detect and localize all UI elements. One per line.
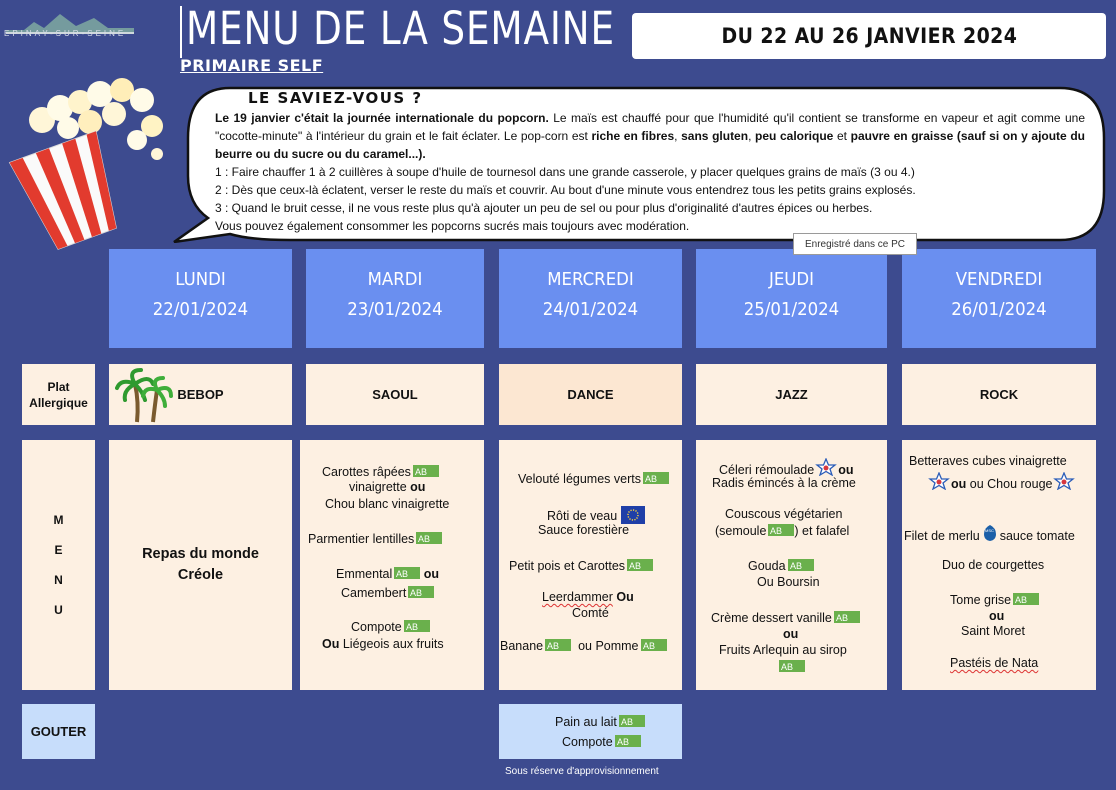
bio-label-icon: [408, 586, 434, 598]
row-label-gouter: GOUTER: [22, 704, 95, 759]
bio-label-icon: [545, 639, 571, 651]
theme-cell-mardi: [306, 364, 484, 425]
menu-item: Leerdammer Ou: [542, 590, 634, 604]
bio-label-icon: [788, 559, 814, 571]
menu-item: Compote AB: [351, 620, 430, 634]
svg-text:AB: AB: [642, 641, 655, 651]
theme-mercredi: DANCE: [567, 387, 614, 402]
row-label-plat-allergique: Plat Allergique: [22, 364, 95, 425]
theme-cell-mercredi: [499, 364, 682, 425]
svg-text:AB: AB: [629, 561, 642, 571]
menu-item: Rôti de veau: [547, 506, 645, 524]
menu-vendredi: [902, 440, 1096, 690]
menu-item: Crème dessert vanille AB: [711, 611, 860, 625]
info-step-2: 2 : Dès que ceux-là éclatent, verser le reste du maïs et couvrir. Au bout d'une minute vous entendrez tous les petits grains explosés.: [215, 183, 916, 197]
menu-item: Filet de merlu MSC sauce tomate: [904, 524, 1075, 543]
menu-item: Petit pois et Carottes AB: [509, 559, 653, 573]
page-title: MENU DE LA SEMAINE: [186, 2, 615, 55]
theme-jeudi: JAZZ: [775, 387, 808, 402]
day-header-lundi: LUNDI 22/01/2024: [109, 249, 292, 348]
menu-item: Chou blanc vinaigrette: [325, 497, 450, 511]
menu-item: Emmental AB ou: [336, 567, 440, 581]
menu-item: ou: [783, 627, 799, 641]
menu-mardi: [300, 440, 484, 690]
date-range: DU 22 AU 26 JANVIER 2024: [721, 24, 1017, 48]
gouter-item: Compote AB: [562, 735, 641, 749]
row-label-menu: M E N U: [22, 440, 95, 690]
info-paragraph: Le 19 janvier c'était la journée internationale du popcorn. Le maïs est chauffé pour que l'humidité qu'il contient se transforme en vapeur et agit comme une "cocotte-minute" à l'intérieur du grain et le fait éclater. Le pop-corn est riche en fibres, sans gluten, peu calorique et pauvre en graisse (sauf si on y ajoute du beurre ou du sucre ou du caramel...).: [215, 111, 1086, 161]
menu-item: ou: [989, 609, 1005, 623]
bio-label-icon: [619, 715, 645, 727]
bio-label-icon: [627, 559, 653, 571]
menu-item: Comté: [572, 606, 609, 620]
menu-item: Sauce forestière: [538, 523, 630, 537]
menu-item: Betteraves cubes vinaigrette: [909, 454, 1067, 468]
menu-item: Banane AB ou Pomme AB: [500, 639, 667, 653]
date-range-box: [632, 13, 1106, 59]
footnote: Sous réserve d'approvisionnement: [505, 766, 659, 777]
menu-item: Saint Moret: [961, 624, 1025, 638]
svg-text:AB: AB: [620, 717, 633, 727]
svg-text:AB: AB: [645, 474, 658, 484]
menu-item: Carottes râpées AB: [322, 465, 439, 479]
menu-lundi-line1: Repas du monde: [142, 546, 259, 562]
svg-text:AB: AB: [1015, 595, 1028, 605]
svg-text:AB: AB: [616, 737, 629, 747]
bio-label-icon: [416, 532, 442, 544]
bio-label-icon: [641, 639, 667, 651]
page-subtitle: PRIMAIRE SELF: [180, 56, 324, 75]
popcorn-icon: [2, 74, 172, 250]
svg-text:AB: AB: [410, 588, 423, 598]
label-rouge-star-icon: [815, 458, 837, 476]
menu-item: Camembert AB: [341, 586, 434, 600]
svg-text:AB: AB: [414, 467, 427, 477]
svg-text:AB: AB: [781, 662, 794, 672]
bio-label-icon: [768, 524, 794, 536]
menu-mercredi: [499, 440, 682, 690]
info-bubble: [170, 86, 1106, 243]
menu-item: Ou Liégeois aux fruits: [322, 637, 444, 651]
info-closing: Vous pouvez également consommer les popcorns sucrés mais toujours avec modération.: [215, 219, 690, 233]
menu-item: Parmentier lentilles AB: [308, 532, 442, 546]
theme-lundi: BEBOP: [177, 387, 224, 402]
svg-text:AB: AB: [396, 569, 409, 579]
info-step-1: 1 : Faire chauffer 1 à 2 cuillères à soupe d'huile de tournesol dans une grande casserole, y placer quelques grains de maïs (3 ou 4.): [215, 165, 915, 179]
day-header-mercredi: MERCREDI 24/01/2024: [499, 249, 682, 348]
logo-text: EPINAY-SUR-SEINE: [4, 29, 127, 38]
menu-jeudi: [696, 440, 887, 690]
menu-item: Radis émincés à la crème: [712, 476, 856, 490]
theme-cell-lundi: [109, 364, 292, 425]
menu-lundi-line2: Créole: [177, 567, 224, 583]
menu-item: Couscous végétarien: [725, 507, 843, 521]
saved-tooltip: Enregistré dans ce PC: [793, 233, 917, 255]
theme-vendredi: ROCK: [979, 387, 1019, 402]
theme-cell-vendredi: [902, 364, 1096, 425]
menu-item: vinaigrette ou: [349, 480, 426, 494]
menu-item: Duo de courgettes: [942, 558, 1045, 572]
menu-item: ou ou Chou rouge: [927, 472, 1076, 491]
svg-text:AB: AB: [405, 622, 418, 632]
bio-label-icon: [413, 465, 439, 477]
theme-cell-jeudi: [696, 364, 887, 425]
theme-mardi: SAOUL: [372, 387, 418, 402]
menu-item: Gouda AB: [748, 559, 814, 573]
svg-text:AB: AB: [789, 561, 802, 571]
gouter-item: Pain au lait AB: [555, 715, 645, 729]
menu-item: [777, 660, 805, 674]
menu-item: (semoule AB ) et falafel: [715, 524, 850, 538]
bio-label-icon: [1013, 593, 1039, 605]
menu-lundi: [109, 440, 292, 690]
svg-text:AB: AB: [835, 613, 848, 623]
bio-label-icon: [779, 660, 805, 672]
svg-text:AB: AB: [770, 526, 783, 536]
bio-label-icon: [404, 620, 430, 632]
day-header-jeudi: JEUDI 25/01/2024: [696, 249, 887, 348]
bio-label-icon: [615, 735, 641, 747]
label-rouge-star-icon: [1053, 472, 1075, 490]
bio-label-icon: [643, 472, 669, 484]
info-step-3: 3 : Quand le bruit cesse, il ne vous reste plus qu'à ajouter un peu de sel ou pour plus d'originalité d'autres épices ou herbes.: [215, 201, 873, 215]
menu-item: Velouté légumes verts AB: [518, 472, 669, 486]
info-text: [215, 109, 1085, 235]
menu-item: Tome grise AB: [950, 593, 1039, 607]
menu-item: Céleri rémoulade ou: [719, 458, 853, 477]
menu-item: Fruits Arlequin au sirop: [719, 643, 847, 657]
day-header-vendredi: VENDREDI 26/01/2024: [902, 249, 1096, 348]
msc-label-icon: [983, 524, 997, 542]
label-rouge-star-icon: [928, 472, 950, 490]
eu-label-icon: [621, 506, 645, 524]
svg-text:AB: AB: [547, 641, 560, 651]
menu-item: Ou Boursin: [757, 575, 820, 589]
day-header-mardi: MARDI 23/01/2024: [306, 249, 484, 348]
gouter-mercredi: [499, 704, 682, 759]
info-heading: LE SAVIEZ-VOUS ?: [248, 89, 423, 107]
title-divider: [180, 6, 182, 58]
bio-label-icon: [394, 567, 420, 579]
bio-label-icon: [834, 611, 860, 623]
svg-text:AB: AB: [418, 534, 431, 544]
menu-item: Pastéis de Nata: [950, 656, 1039, 670]
svg-text:MSC: MSC: [984, 528, 994, 533]
palm-tree-icon: [115, 366, 173, 424]
